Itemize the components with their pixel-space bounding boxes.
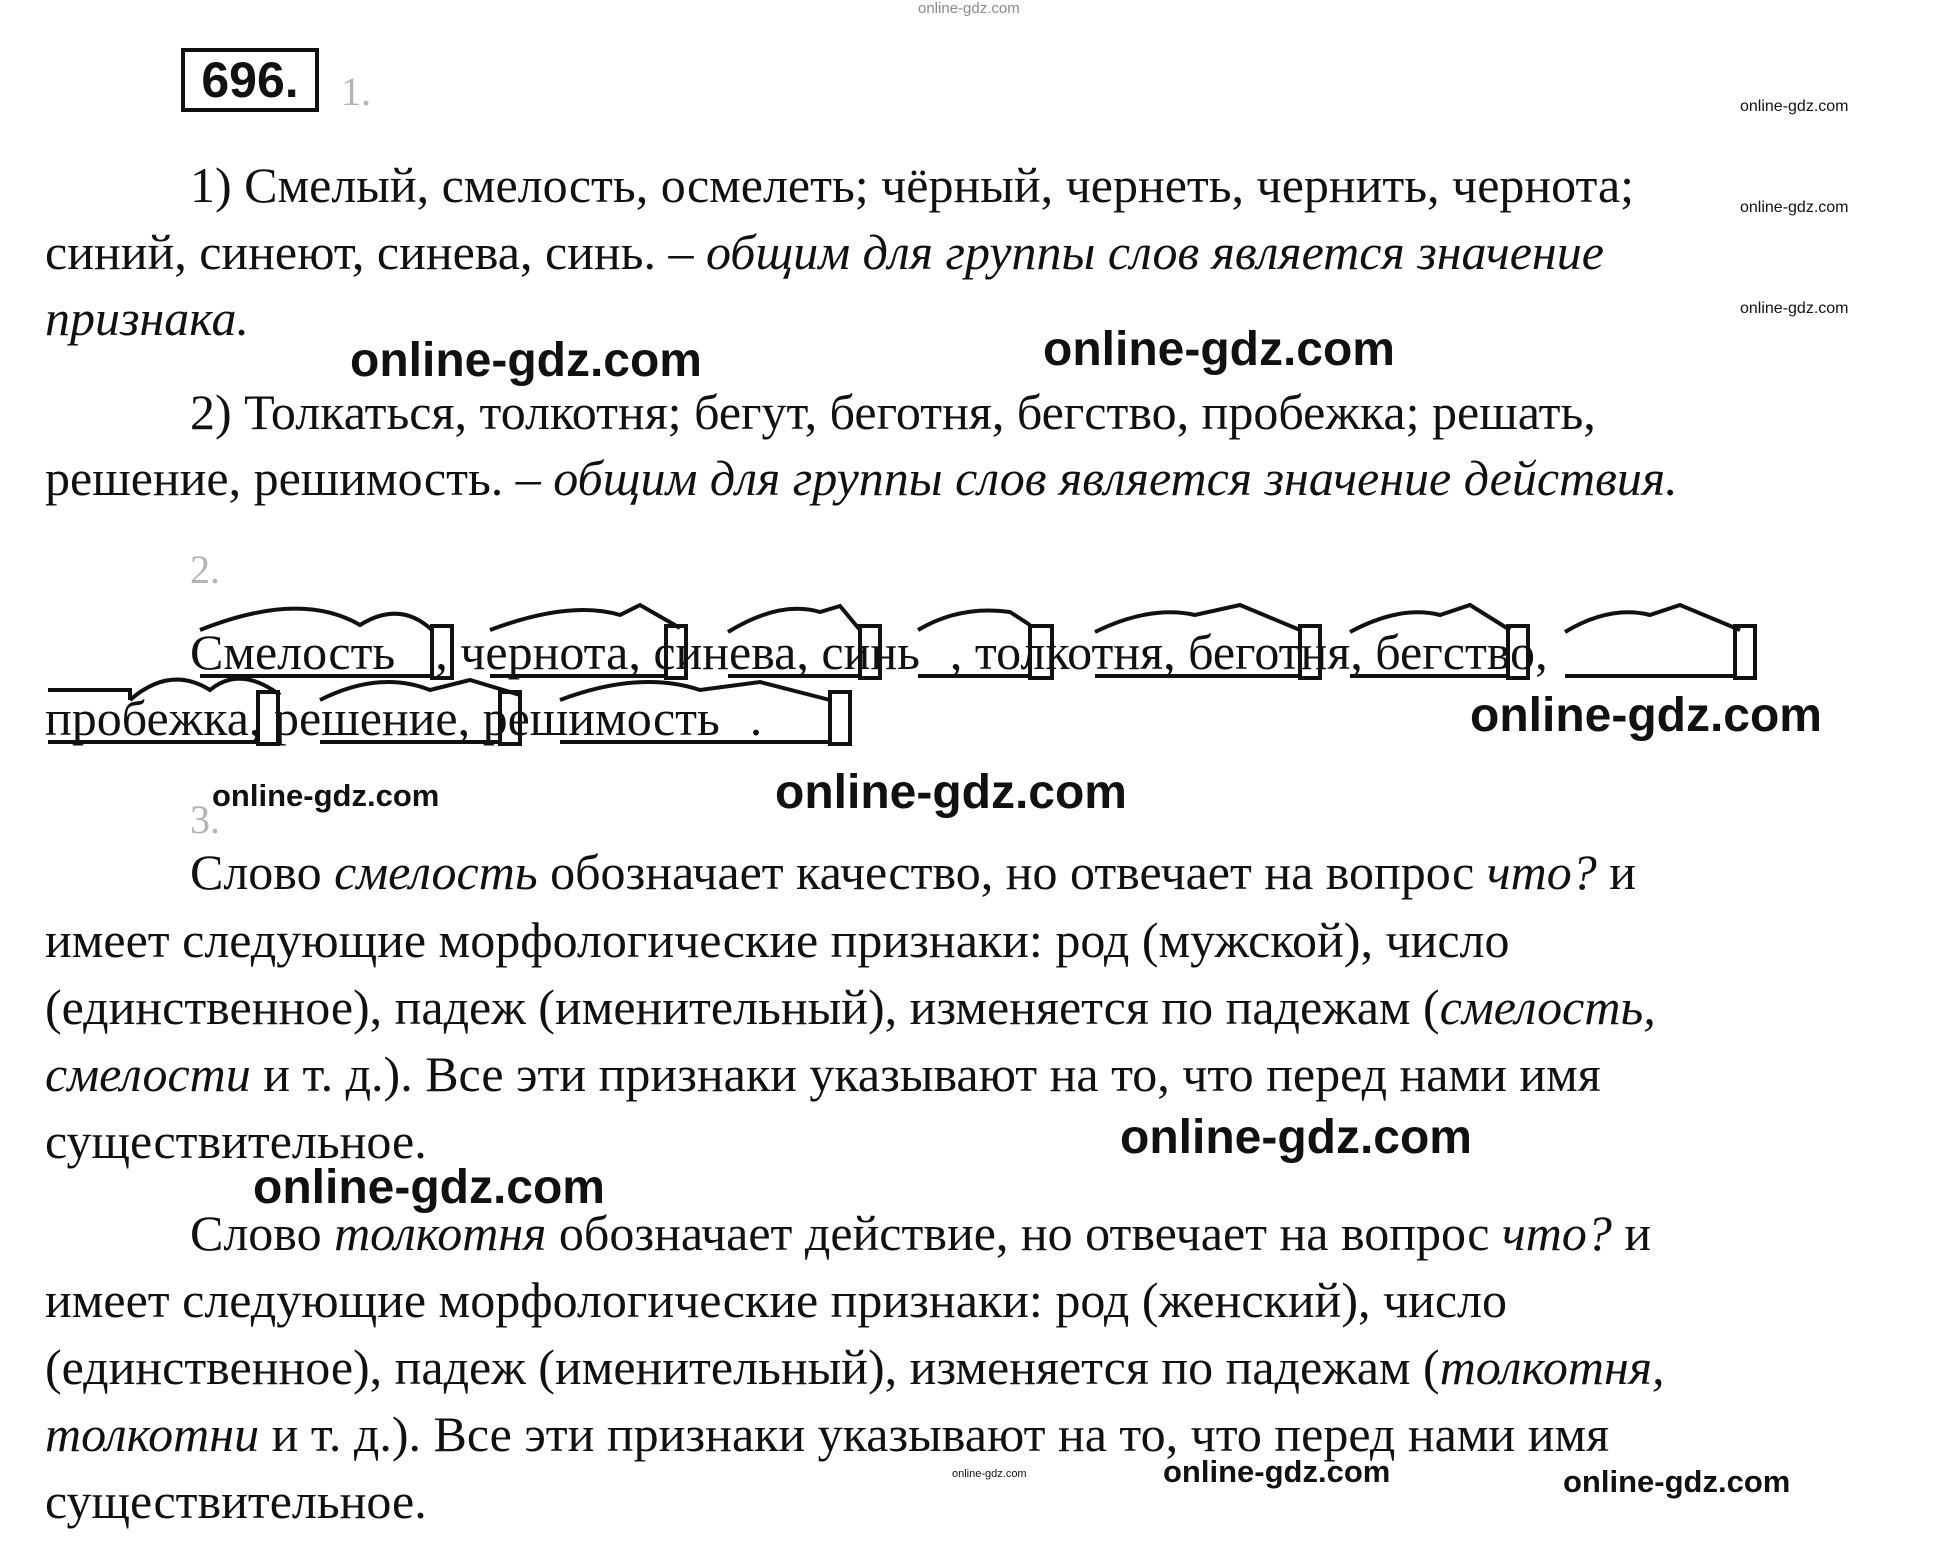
root-arc-reshimost: [560, 682, 830, 700]
root-arc-sineva: [728, 606, 860, 632]
part2-line1: Смелость , чернота, синева, синь , толкотня, беготня, бегство,: [190, 624, 1548, 680]
question-italic: что?: [1486, 844, 1597, 900]
word-italic: смелость: [334, 844, 538, 900]
word-reshimost: решимость: [482, 690, 720, 746]
word-tolkotnya: толкотня: [974, 624, 1164, 680]
word-italic: толкотни: [45, 1406, 260, 1462]
root-arc-begotnya: [1350, 605, 1510, 632]
watermark: online-gdz.com: [350, 334, 702, 387]
watermark: online-gdz.com: [1740, 300, 1849, 317]
text: и т. д.). Все эти признаки указывают на то, что перед нами имя: [259, 1406, 1610, 1462]
watermark: online-gdz.com: [1740, 199, 1849, 216]
ending-box-sin: [1030, 626, 1052, 678]
word-smelost: Смелость: [190, 624, 396, 680]
text: и т. д.). Все эти признаки указывают на то, что перед нами имя: [250, 1046, 1601, 1102]
word-italic: смелость,: [1439, 979, 1656, 1035]
part3-para2-line2: имеет следующие морфологические признаки: род (женский), число: [45, 1272, 1508, 1328]
ending-box-reshimost: [830, 692, 850, 744]
part2-line2: пробежка, решение, решимость .: [45, 690, 763, 746]
root-arc-smelost: [200, 609, 432, 630]
part1-item2-line2-comment: – общим для группы слов является значение действия.: [515, 450, 1678, 506]
watermark-top: online-gdz.com: [918, 0, 1020, 17]
watermark: online-gdz.com: [1163, 1454, 1391, 1489]
word-sineva: синева: [653, 624, 797, 680]
root-arc-sin: [918, 610, 1030, 630]
watermark: online-gdz.com: [212, 778, 440, 813]
watermark: online-gdz.com: [1740, 98, 1849, 115]
part3-para1-line2: имеет следующие морфологические признаки: род (мужской), число: [45, 912, 1510, 968]
part-label-3: 3.: [190, 797, 220, 842]
word-chernota: чернота: [460, 624, 629, 680]
watermark: online-gdz.com: [952, 1468, 1027, 1480]
part3-para1-line4: [45, 1044, 1601, 1104]
question-italic: что?: [1501, 1205, 1612, 1261]
text: (единственное), падеж (именительный), изменяется по падежам (: [45, 1339, 1440, 1395]
ending-box-chernota: [666, 626, 686, 678]
watermark: online-gdz.com: [253, 1161, 605, 1214]
prefix-mark-probezhka: [48, 690, 130, 700]
word-probezhka: пробежка: [45, 690, 250, 746]
ending-box-smelost: [432, 626, 452, 678]
watermark: online-gdz.com: [775, 766, 1127, 819]
part-label-2: 2.: [190, 547, 220, 592]
part1-item1-line2-text: синий, синеют, синева, синь.: [45, 224, 669, 280]
part1-item1-line2-comment: – общим для группы слов является значение: [668, 224, 1604, 280]
ending-box-begotnya: [1508, 626, 1528, 678]
root-arc-begstvo: [1565, 605, 1740, 632]
part1-item2-line1: 2) Толкаться, толкотня; бегут, беготня, бегство, пробежка; решать,: [190, 384, 1596, 440]
text: обозначает качество, но отвечает на вопрос: [537, 844, 1487, 900]
exercise-number: 696.: [181, 48, 319, 112]
text: Слово: [190, 844, 335, 900]
watermark: online-gdz.com: [1470, 689, 1822, 742]
text: и: [1611, 1205, 1652, 1261]
watermark: online-gdz.com: [1120, 1111, 1472, 1164]
word-italic: смелости: [45, 1046, 251, 1102]
part-label-1: 1.: [341, 69, 371, 114]
ending-box-sineva: [860, 626, 880, 678]
root-arc-chernota: [490, 605, 680, 630]
part1-item1-line1: 1) Смелый, смелость, осмелеть; чёрный, чернеть, чернить, чернота;: [190, 157, 1635, 213]
part3-para1-line3: [45, 977, 1656, 1037]
ending-box-probezhka: [258, 692, 278, 744]
part1-item1-line3: признака.: [45, 290, 249, 346]
word-italic: толкотня,: [1439, 1339, 1665, 1395]
ending-box-tolkotnya: [1300, 626, 1320, 678]
root-arc-tolkotnya: [1095, 605, 1300, 632]
watermark: online-gdz.com: [1563, 1464, 1791, 1499]
text: (единственное), падеж (именительный), изменяется по падежам (: [45, 979, 1440, 1035]
text: и: [1596, 844, 1636, 900]
part3-para1-line1: [190, 842, 1636, 902]
part3-para2-line5: существительное.: [45, 1473, 427, 1529]
word-italic: толкотня: [334, 1205, 547, 1261]
part1-item2-line2-text: решение, решимость.: [45, 450, 516, 506]
word-begstvo: бегство: [1375, 624, 1536, 680]
root-arc-reshenie: [320, 680, 520, 700]
part3-para2-line3: [45, 1337, 1665, 1397]
ending-box-reshenie: [500, 692, 520, 744]
watermark: online-gdz.com: [1043, 323, 1395, 376]
word-begotnya: беготня: [1188, 624, 1351, 680]
text: Слово: [190, 1205, 335, 1261]
word-reshenie: решение: [274, 690, 458, 746]
ending-box-begstvo: [1735, 626, 1755, 678]
word-sin: синь: [821, 624, 920, 680]
part3-para1-line5: существительное.: [45, 1113, 427, 1169]
text: обозначает действие, но отвечает на вопрос: [546, 1205, 1502, 1261]
